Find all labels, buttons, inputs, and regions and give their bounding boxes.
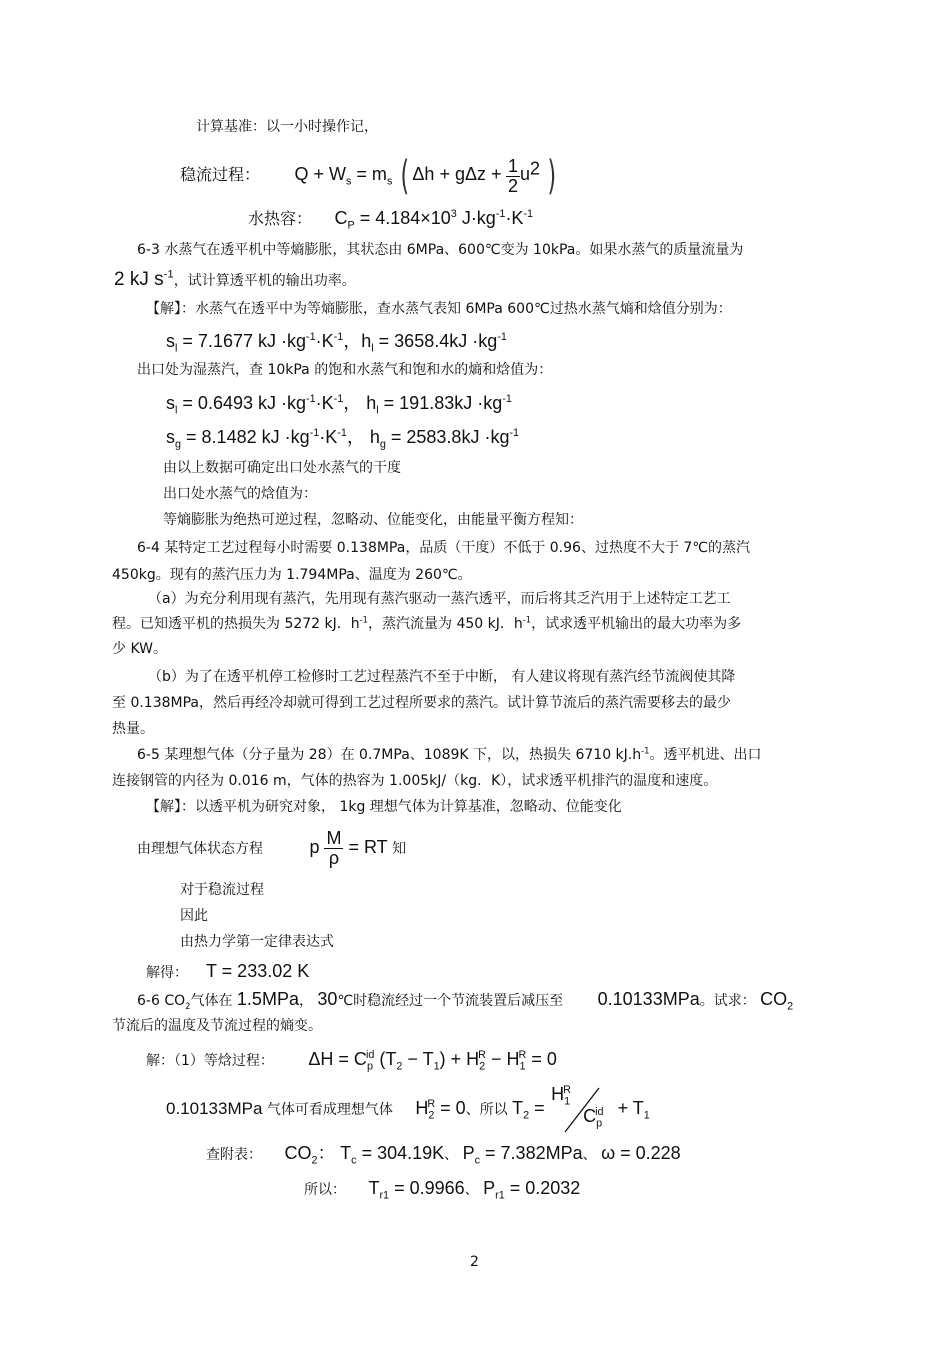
problem-6-4b-line1: （b）为了在透平机停工检修时工艺过程蒸汽不至于中断， 有人建议将现有蒸汽经节流阀使其降: [148, 669, 736, 685]
problem-6-5-line1: 6-5 某理想气体（分子量为 28）在 0.7MPa、1089K 下，以，热损失 6710 $kJ.h^{-1}$。透平机进、出口: [137, 745, 762, 763]
problem-6-4-line2: 450kg。现有的蒸汽压力为 1.794MPa、温度为 260℃。: [112, 567, 472, 583]
dryness-text: 由以上数据可确定出口处水蒸气的干度: [163, 460, 401, 476]
ideal-gas-equation: 由理想气体状态方程 p $\frac{M}{\rho}$ = RT 知: [137, 827, 407, 868]
wet-steam-text: 出口处为湿蒸汽，查 10kPa 的饱和水蒸气和饱和水的熵和焓值为：: [137, 362, 553, 378]
h-over-cp-slash-fraction: $H_1^R$ $C_p^{id}$: [549, 1086, 613, 1134]
problem-6-4b-line3: 热量。: [112, 721, 154, 737]
m-over-rho: $\frac{M}{\rho}$: [326, 827, 342, 868]
problem-6-4a-line1: （a）为充分利用现有蒸汽，先用现有蒸汽驱动一蒸汽透平，而后将其乏汽用于上述特定工艺工: [148, 591, 731, 607]
problem-6-3-line2: 2 kJ $s^{-1}$，试计算透平机的输出功率。: [114, 268, 356, 290]
problem-6-6-line2: 节流后的温度及节流过程的熵变。: [112, 1018, 322, 1034]
solution-6-3-intro: 【解】：水蒸气在透平中为等熵膨胀，查水蒸气表知 6MPa 600℃过热水蒸气熵和焓值分别为：: [146, 301, 732, 317]
right-paren: ): [547, 153, 557, 199]
result-temperature: 解得： T = 233.02 K: [146, 961, 310, 981]
problem-6-4a-line2: 程。已知透平机的热损失为 5272 kJ．$h^{-1}$，蒸汽流量为 450 kJ．$h^{-1}$，试求透平机输出的最大功率为多: [112, 614, 742, 632]
first-law-text: 由热力学第一定律表达式: [180, 934, 334, 950]
problem-6-4a-line3: 少 KW。: [112, 641, 167, 657]
critical-properties-line: 查附表： $CO_2$： $T_c = 304.19K$、 $P_c = 7.382MPa$、 ω = 0.228: [206, 1143, 681, 1167]
basis-text: 计算基准：以一小时操作记，: [196, 119, 378, 135]
superheated-entropy-enthalpy: $s_l = 7.1677$ kJ $\cdot kg^{-1}\cdot K^{-1}$，$h_l = 3658.4kJ \cdot kg^{-1}$: [166, 331, 507, 355]
solution-6-5-intro: 【解】：以透平机为研究对象， 1kg 理想气体为计算基准，忽略动、位能变化: [146, 799, 622, 815]
page-number: 2: [470, 1254, 479, 1270]
steady-flow-label: 稳流过程：: [180, 165, 261, 184]
problem-6-6-line1: 6-6 $CO_2$气体在 1.5MPa， 30℃时稳流经过一个节流装置后减压至 0.10133MPa。试求： $CO_2$: [137, 989, 794, 1013]
problem-6-4-line1: 6-4 某特定工艺过程每小时需要 0.138MPa，品质（干度）不低于 0.96、过热度不大于 7℃的蒸汽: [137, 540, 751, 556]
reduced-properties-line: 所以： $T_{r1} = 0.9966$、 $P_{r1} = 0.2032$: [304, 1178, 581, 1202]
problem-6-3-line1: 6-3 水蒸气在透平机中等熵膨胀，其状态由 6MPa、600℃变为 10kPa。如果水蒸气的质量流量为: [137, 242, 744, 258]
half-fraction: $\frac{1}{2}$: [507, 155, 518, 196]
saturated-vapor-values: $s_g = 8.1482$ kJ $\cdot kg^{-1}\cdot K^{-1}$， $h_g = 2583.8kJ \cdot kg^{-1}$: [166, 427, 520, 451]
outlet-enthalpy-text: 出口处水蒸气的焓值为：: [163, 486, 317, 502]
ideal-gas-outlet-line: 0.10133MPa 气体可看成理想气体 $H_2^R = 0$、所以 $T_2$ = $H_1^R$ $C_p^{id}$ + $T_1$: [166, 1086, 650, 1136]
water-heat-capacity: 水热容： $C_P = 4.184\times 10^3$ $J\cdot kg^{-1}\cdot K^{-1}$: [248, 208, 534, 232]
problem-6-5-line2: 连接钢管的内径为 0.016 m，气体的热容为 1.005kJ/（kg．K），试求透平机排汽的温度和速度。: [112, 773, 718, 789]
isenthalpic-equation: 解：（1）等焓过程： $\Delta H = C_p^{id}$ $(T_2 - T_1) + H_2^R - H_1^R = 0$: [146, 1049, 557, 1073]
saturated-liquid-values: $s_l = 0.6493$ kJ $\cdot kg^{-1}\cdot K^{-1}$， $h_l = 191.83kJ \cdot kg^{-1}$: [166, 393, 512, 417]
isentropic-text: 等熵膨胀为绝热可逆过程，忽略动、位能变化，由能量平衡方程知：: [163, 512, 583, 528]
steady-flow-equation: 稳流过程： $Q + W_s = m_s$ ( Δh + gΔz + $\frac{1}{2}$ $u^2$ ): [180, 153, 557, 199]
therefore-text: 因此: [180, 908, 208, 924]
steady-process-text: 对于稳流过程: [180, 882, 264, 898]
left-paren: (: [400, 153, 409, 199]
problem-6-4b-line2: 至 0.138MPa，然后再经冷却就可得到工艺过程所要求的蒸汽。试计算节流后的蒸汽需要移去的最少: [112, 695, 731, 711]
